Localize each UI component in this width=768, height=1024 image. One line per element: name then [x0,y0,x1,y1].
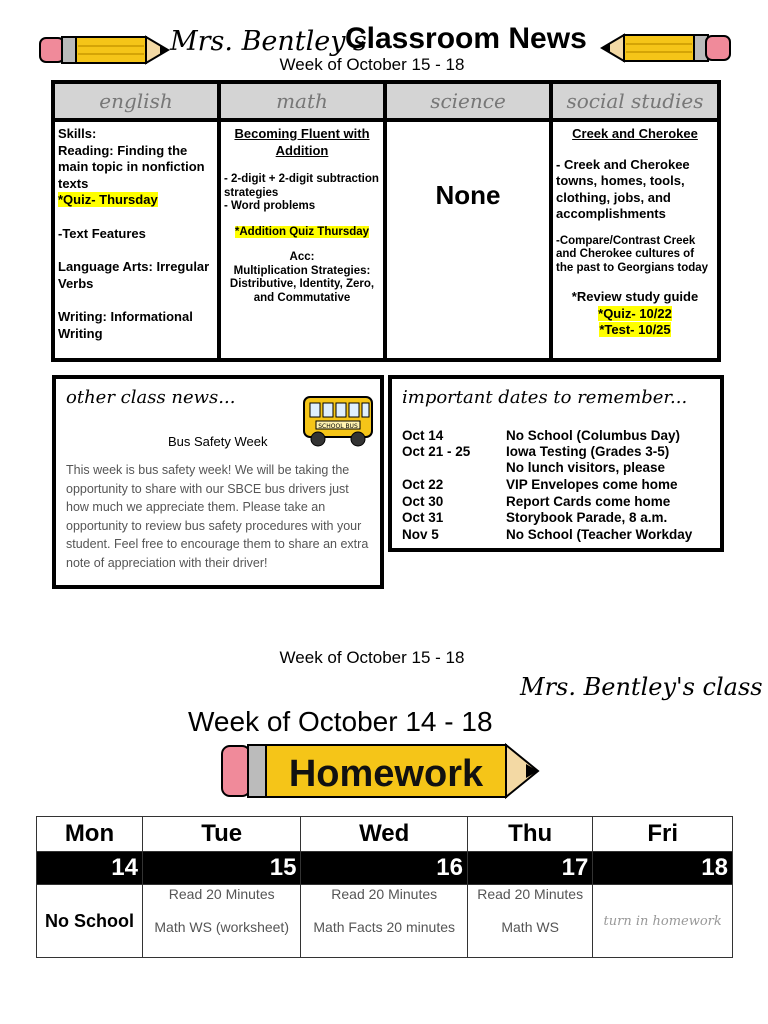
homework-week-top: Week of October 15 - 18 [279,648,465,667]
homework-thu: Read 20 Minutes Math WS [467,885,592,958]
english-line: Skills: [58,126,97,141]
homework-fri: turn in homework [593,885,733,958]
math-acc-text: Multiplication Strategies: Distributive, Identity, Zero, and Commutative [229,264,375,304]
day-number: 18 [593,852,733,885]
homework-pencil-banner [220,740,540,802]
homework-week: Week of October 14 - 18 [188,706,493,737]
class-signature: Mrs. Bentley's class [520,673,763,701]
title-script: Mrs. Bentley's [170,26,367,57]
social-test: *Test- 10/25 [599,322,671,337]
day-number: 17 [467,852,592,885]
math-acc-label: Acc: [289,251,315,263]
math-title: Becoming Fluent with Addition [234,126,370,158]
homework-tue: Read 20 Minutes Math WS (worksheet) [142,885,300,958]
class-news-box [52,375,384,589]
english-line: Language Arts: Irregular Verbs [58,259,210,291]
english-header: english [55,84,217,122]
science-body: None [435,180,501,210]
date-row: Oct 21 - 25 Iowa Testing (Grades 3-5) [402,444,670,459]
day-number: 14 [37,852,143,885]
day-name: Thu [467,817,592,852]
date-row: Oct 22 VIP Envelopes come home [402,477,678,492]
social-review: *Review study guide [571,289,699,304]
social-column [553,84,717,358]
date-row: Oct 14 No School (Columbus Day) [402,428,681,443]
news-subtitle: Bus Safety Week [168,434,268,449]
math-quiz: *Addition Quiz Thursday [234,225,370,238]
date-row: No lunch visitors, please [506,460,666,475]
english-line: Writing: Informational Writing [58,309,193,341]
week-label: Week of October 15 - 18 [279,55,465,74]
date-row: Oct 30 Report Cards come home [402,494,671,509]
english-column [55,84,221,358]
social-header: social studies [553,84,717,122]
science-header: science [387,84,549,122]
date-row: Nov 5 No School (Teacher Workday [402,527,693,542]
dates-heading: important dates to remember... [402,387,688,408]
math-header: math [221,84,383,122]
english-line: Reading: Finding the main topic in nonfiction texts [58,142,205,191]
english-line: -Text Features [58,225,146,241]
math-line: - Word problems [224,200,316,212]
math-line: - 2-digit + 2-digit subtraction strategies [224,173,379,199]
math-column [221,84,387,358]
bus-label: SCHOOL BUS [318,423,358,430]
social-text: - Creek and Cherokee towns, homes, tools, clothing, jobs, and accomplishments [556,156,690,221]
homework-mon: No School [37,885,143,958]
science-column [387,84,553,358]
date-row: Oct 31 Storybook Parade, 8 a.m. [402,510,668,525]
day-number: 15 [142,852,300,885]
important-dates-box [388,375,724,552]
social-title: Creek and Cherokee [572,126,698,141]
news-body: This week is bus safety week! We will be taking the opportunity to share with our SBCE bus drivers just how much we appreciate them. Please take an opportunity to review bus safety procedures with your student. Feel free to encourage them to share an extra note of appreciation with their driver! [66,463,369,570]
day-name: Wed [301,817,468,852]
day-number: 16 [301,852,468,885]
homework-table [36,816,733,958]
social-quiz: *Quiz- 10/22 [598,305,672,321]
subjects-table [51,80,721,362]
english-quiz: *Quiz- Thursday [58,192,158,207]
day-name: Fri [593,817,733,852]
page-title: Classroom News [345,22,587,55]
social-text: -Compare/Contrast Creek and Cherokee cultures of the past to Georgians today [556,234,709,274]
news-heading: other class news... [66,387,236,408]
school-bus-icon [300,393,376,449]
homework-banner-text: Homework [288,753,484,795]
homework-wed: Read 20 Minutes Math Facts 20 minutes [301,885,468,958]
day-name: Mon [37,817,143,852]
day-name: Tue [142,817,300,852]
